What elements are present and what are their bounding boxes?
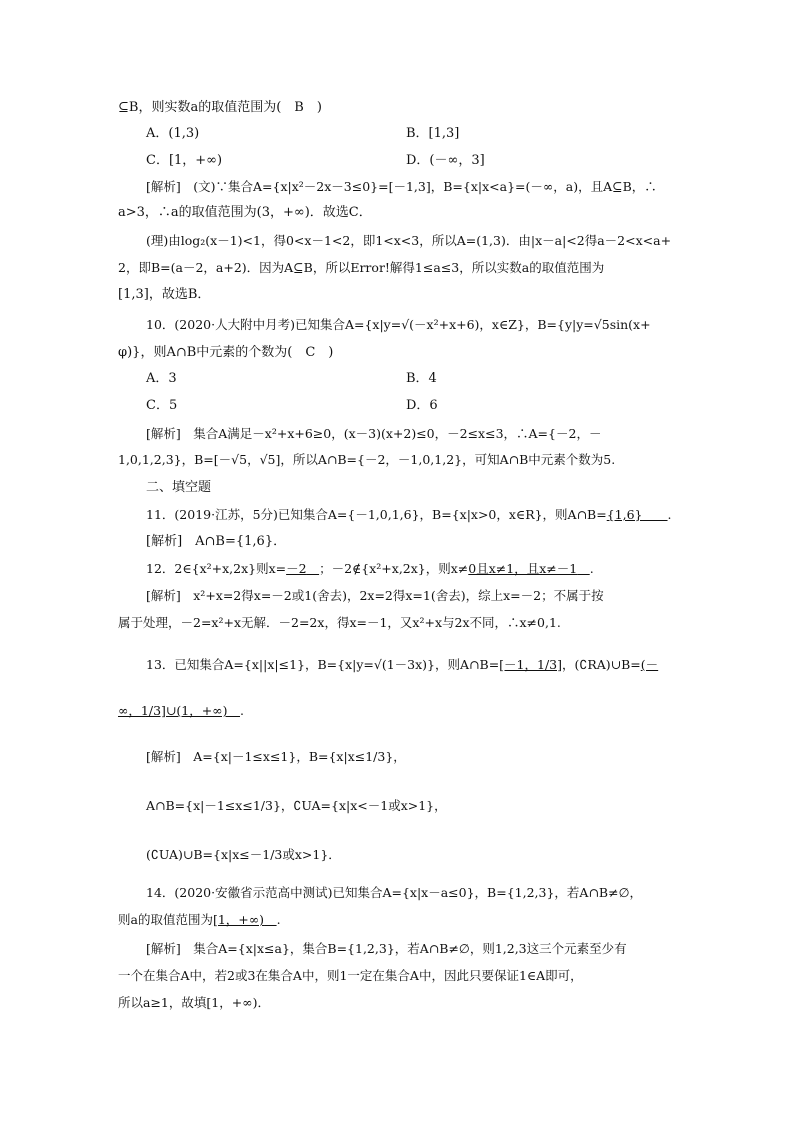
q9-option-d: D．(－∞，3] [406, 153, 485, 168]
q13-stem: ∞，1/3]∪(1，+∞) . [118, 703, 244, 718]
q12-analysis-line: [解析] x²+x=2得x=－2或1(舍去)，2x=2得x=1(舍去)，综上x=－2；不属于按 [146, 588, 604, 603]
q13-answer-2-part: (－ [640, 657, 659, 672]
q11-analysis: [解析] A∩B={1,6}． [146, 534, 287, 549]
q14-stem: 14．(2020·安徽省示范高中测试)已知集合A={x|x－a≤0}，B={1,2,3}，若A∩B≠∅， [146, 885, 642, 900]
q11-stem: 11．(2019·江苏，5分)已知集合A={－1,0,1,6}，B={x|x>0，x∈R}，则A∩B={1,6} . [146, 507, 672, 522]
q14-answer: [1，+∞) [212, 912, 265, 927]
q10-option-b: B．4 [406, 371, 437, 386]
q11-text: 11．(2019·江苏，5分)已知集合A={－1,0,1,6}，B={x|x>0，x∈R}，则A∩B= [146, 507, 607, 522]
q12-text: ；－2∉{x²+x,2x}，则x≠ [319, 561, 469, 576]
q13-analysis-line: (∁UA)∪B={x|x≤－1/3或x>1}． [146, 847, 341, 862]
q10-analysis-line: [解析] 集合A满足－x²+x+6≥0，(x－3)(x+2)≤0，－2≤x≤3，∴A={－2，－ [146, 426, 602, 441]
q13-stem [146, 656, 658, 674]
q14-analysis-line: 一个在集合A中，若2或3在集合A中，则1一定在集合A中，因此只要保证1∈A即可， [118, 968, 583, 983]
q13-analysis-line: A∩B={x|－1≤x≤1/3}，∁UA={x|x<－1或x>1}， [146, 798, 447, 813]
q10-option-c: C．5 [146, 398, 178, 413]
q13-answer-1: [－1，1/3] [499, 657, 562, 672]
q10-option-a: A．3 [146, 371, 177, 386]
q9-analysis-line: [解析] (文)∵集合A={x|x²－2x－3≤0}=[－1,3]，B={x|x<a}=(－∞，a)，且A⊆B，∴ [146, 179, 657, 194]
q13-text: ，(∁RA)∪B= [562, 657, 641, 672]
q14-text: 则a的取值范围为 [118, 912, 213, 927]
q10-stem: 10．(2020·人大附中月考)已知集合A={x|y=√(－x²+x+6)，x∈Z}，B={y|y=√5sin(x+ [146, 317, 651, 332]
q14-stem: 则a的取值范围为[1，+∞) . [118, 912, 281, 927]
q9-option-c: C．[1，+∞) [146, 153, 223, 168]
q12-stem: 12．2∈{x²+x,2x}则x=－2 ；－2∉{x²+x,2x}，则x≠0且x≠1，且x≠－1 . [146, 561, 594, 576]
q11-answer: {1,6} [606, 507, 643, 522]
q12-text: 12．2∈{x²+x,2x}则x= [146, 561, 287, 576]
q9-analysis-line: (理)由log₂(x－1)<1，得0<x－1<2，即1<x<3，所以A=(1,3)．由|x－a|<2得a－2<x<a+ [146, 233, 672, 248]
q12-answer-1: －2 [286, 561, 307, 576]
q13-text: 13．已知集合A={x||x|≤1}，B={x|y=√(1－3x)}，则A∩B= [146, 657, 500, 672]
q13-analysis-line: [解析] A={x|－1≤x≤1}，B={x|x≤1/3}， [146, 749, 406, 764]
q14-analysis-line: [解析] 集合A={x|x≤a}，集合B={1,2,3}，若A∩B≠∅，则1,2,3这三个元素至少有 [146, 941, 627, 956]
q10-stem: φ)}，则A∩B中元素的个数为( C ) [118, 345, 334, 360]
q9-option-a: A．(1,3) [146, 126, 200, 141]
q9-analysis-line: [1,3]，故选B． [118, 287, 211, 302]
q10-option-d: D．6 [406, 398, 438, 413]
section-heading: 二、填空题 [146, 480, 212, 495]
q9-analysis-line: 2，即B=(a－2，a+2)．因为A⊆B，所以Error!解得1≤a≤3，所以实数a的取值范围为 [118, 260, 605, 275]
q10-analysis-line: 1,0,1,2,3}，B=[－√5，√5]，所以A∩B={－2，－1,0,1,2}，可知A∩B中元素个数为5. [118, 452, 616, 467]
q14-analysis-line: 所以a≥1，故填[1，+∞)． [118, 995, 270, 1010]
q12-analysis-line: 属于处理，－2=x²+x无解．－2=2x，得x=－1，又x²+x与2x不同，∴x≠0,1. [118, 615, 561, 630]
q9-option-b: B．[1,3] [406, 126, 460, 141]
q9-stem-tail: ⊆B，则实数a的取值范围为( B ) [118, 100, 322, 115]
q13-answer-2-part: ∞，1/3]∪(1，+∞) [118, 703, 228, 718]
q9-analysis-line: a>3，∴a的取值范围为(3，+∞)．故选C． [118, 205, 372, 220]
q12-answer-2: 0且x≠1，且x≠－1 [468, 561, 578, 576]
